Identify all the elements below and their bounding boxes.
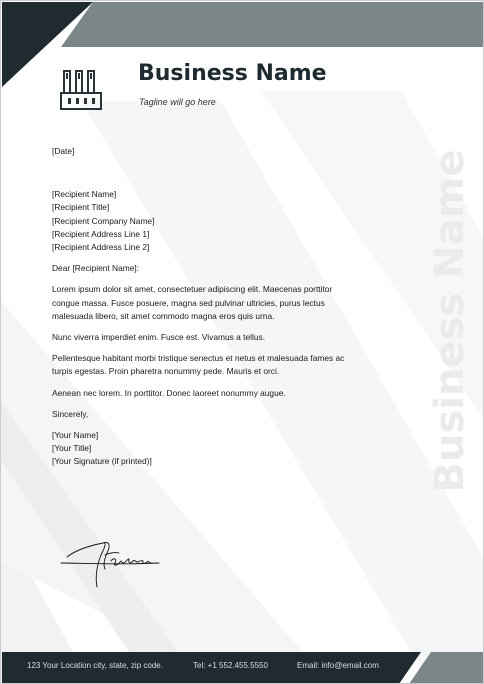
paragraph-3 [52,352,382,378]
paragraph-1 [52,283,382,323]
watermark-text: Business Name [427,149,473,493]
footer-address: 123 Your Location city, state, zip code. [27,661,163,670]
recipient-block [52,188,382,254]
paragraph-line: congue massa. Fusce posuere, magna sed pulvinar ultricies, purus lectus [52,297,325,308]
recipient-line: [Recipient Address Line 2] [52,242,150,253]
footer-email: Email: info@email.com [297,661,379,670]
footer-phone: Tel: +1 552.455.5550 [193,661,268,670]
footer-contact [27,661,379,673]
factory-icon [59,69,105,113]
date-line: [Date] [52,146,75,156]
salutation: Dear [Recipient Name]: [52,263,140,274]
paragraph-line: turpis egestas. Proin pharetra nonummy pede. Mauris et orci. [52,366,280,377]
recipient-line: [Recipient Name] [52,189,117,200]
paragraph-2: Nunc viverra imperdiet enim. Fusce est. Vivamus a tellus. [52,332,266,343]
paragraph-line: malesuada libero, sit amet commodo magna eros quis urna. [52,310,275,321]
sender-line: [Your Name] [52,430,99,441]
recipient-line: [Recipient Title] [52,202,110,213]
sender-line: [Your Title] [52,443,92,454]
recipient-line: [Recipient Address Line 1] [52,228,150,239]
closing: Sincerely, [52,408,89,419]
sender-line: [Your Signature (if printed)] [52,456,152,467]
recipient-line: [Recipient Company Name] [52,215,155,226]
handwritten-signature [59,533,169,593]
letter-body [52,145,382,469]
paragraph-line: Lorem ipsum dolor sit amet, consectetuer adipiscing elit. Maecenas porttitor [52,284,333,295]
paragraph-line: Pellentesque habitant morbi tristique senectus et netus et malesuada fames ac [52,353,345,364]
tagline: Tagline will go here [139,97,216,107]
business-name: Business Name [138,61,327,86]
sender-block [52,429,382,469]
paragraph-4: Aenean nec lorem. In porttitor. Donec laoreet nonummy augue. [52,387,286,398]
